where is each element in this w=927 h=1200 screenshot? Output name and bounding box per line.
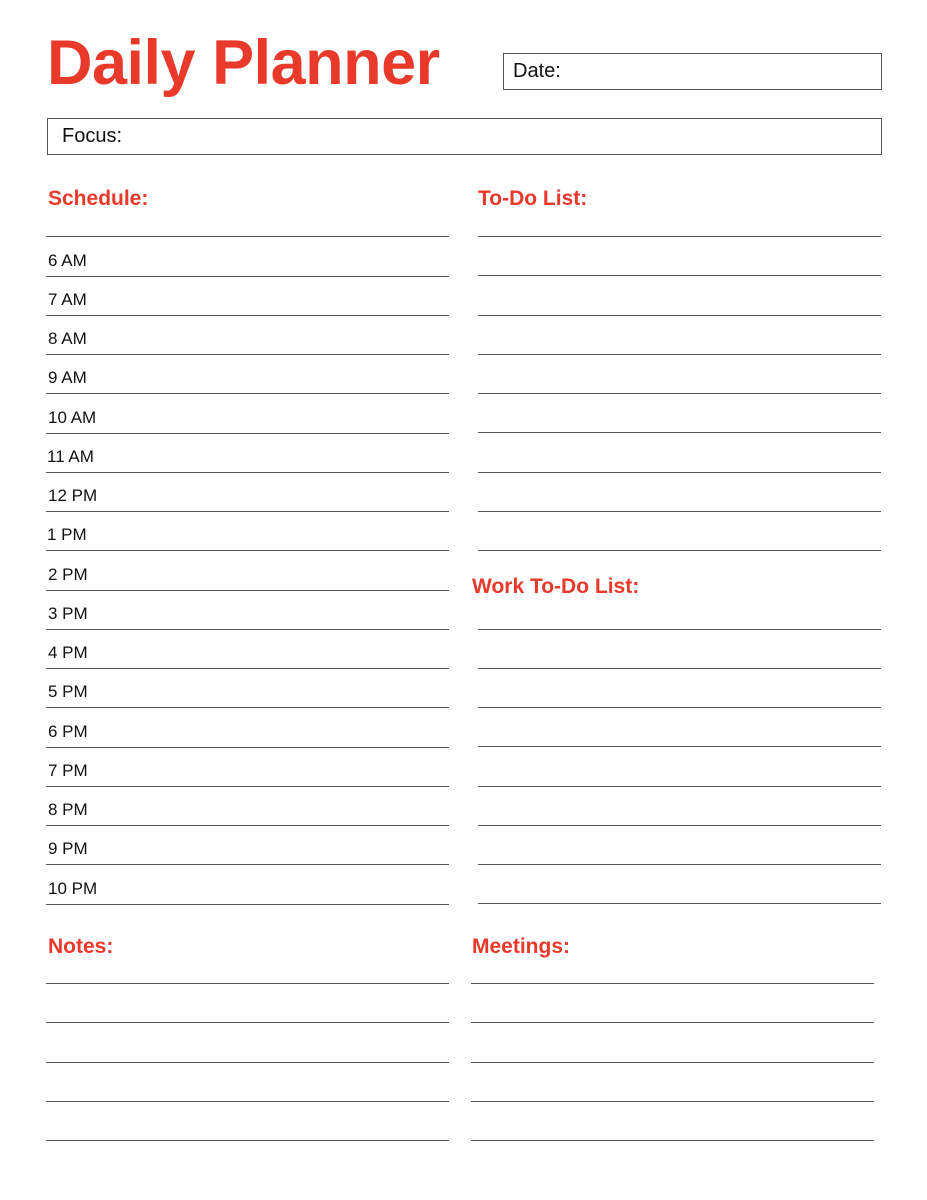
meetings-line[interactable] bbox=[471, 1062, 874, 1063]
schedule-line[interactable] bbox=[46, 864, 449, 865]
work-todo-title: Work To-Do List: bbox=[472, 575, 640, 598]
meetings-line[interactable] bbox=[471, 1022, 874, 1023]
schedule-line[interactable] bbox=[46, 590, 449, 591]
schedule-time-label: 5 PM bbox=[48, 682, 88, 702]
schedule-time-label: 10 AM bbox=[48, 407, 97, 427]
schedule-line[interactable] bbox=[46, 707, 449, 708]
meetings-line[interactable] bbox=[471, 983, 874, 984]
schedule-time-label: 12 PM bbox=[48, 486, 98, 505]
schedule-header-line[interactable] bbox=[46, 236, 449, 237]
todo-line[interactable] bbox=[478, 393, 881, 394]
schedule-time-label: 9 PM bbox=[48, 839, 88, 859]
work-todo-line[interactable] bbox=[478, 668, 881, 669]
notes-line[interactable] bbox=[46, 983, 449, 984]
schedule-line[interactable] bbox=[46, 511, 449, 512]
notes-line[interactable] bbox=[46, 1101, 449, 1102]
schedule-line[interactable] bbox=[46, 550, 449, 551]
date-field[interactable] bbox=[503, 53, 882, 90]
schedule-time-label: 3 PM bbox=[48, 603, 88, 623]
schedule-time-label: 1 PM bbox=[47, 525, 87, 545]
todo-title: To-Do List: bbox=[478, 187, 588, 210]
schedule-time-label: 4 PM bbox=[48, 643, 88, 662]
work-todo-line[interactable] bbox=[478, 746, 881, 747]
schedule-line[interactable] bbox=[46, 747, 449, 748]
work-todo-line[interactable] bbox=[478, 786, 881, 787]
todo-line[interactable] bbox=[478, 354, 881, 355]
focus-label: Focus: bbox=[62, 125, 123, 147]
schedule-line[interactable] bbox=[46, 825, 449, 826]
work-todo-line[interactable] bbox=[478, 864, 881, 865]
todo-line[interactable] bbox=[478, 472, 881, 473]
notes-title: Notes: bbox=[48, 935, 114, 958]
work-todo-line[interactable] bbox=[478, 903, 881, 904]
todo-line[interactable] bbox=[478, 275, 881, 276]
schedule-time-label: 11 AM bbox=[47, 446, 94, 466]
schedule-time-label: 8 PM bbox=[48, 800, 88, 819]
work-todo-line[interactable] bbox=[478, 707, 881, 708]
todo-line[interactable] bbox=[478, 550, 881, 551]
schedule-line[interactable] bbox=[46, 354, 449, 355]
meetings-line[interactable] bbox=[471, 1140, 874, 1141]
todo-line[interactable] bbox=[478, 511, 881, 512]
schedule-line[interactable] bbox=[46, 786, 449, 787]
focus-field[interactable] bbox=[47, 118, 882, 155]
schedule-time-label: 6 PM bbox=[48, 721, 88, 741]
schedule-time-label: 8 AM bbox=[48, 329, 87, 348]
notes-line[interactable] bbox=[46, 1140, 449, 1141]
notes-line[interactable] bbox=[46, 1062, 449, 1063]
schedule-line[interactable] bbox=[46, 668, 449, 669]
schedule-line[interactable] bbox=[46, 393, 449, 394]
date-label: Date: bbox=[513, 60, 561, 82]
schedule-line[interactable] bbox=[46, 276, 449, 277]
schedule-line[interactable] bbox=[46, 315, 449, 316]
schedule-line[interactable] bbox=[46, 629, 449, 630]
schedule-time-label: 2 PM bbox=[48, 564, 88, 584]
schedule-title: Schedule: bbox=[48, 187, 149, 210]
page-title: Daily Planner bbox=[47, 28, 440, 98]
todo-line[interactable] bbox=[478, 315, 881, 316]
schedule-time-label: 6 AM bbox=[48, 250, 87, 270]
schedule-line[interactable] bbox=[46, 472, 449, 473]
schedule-time-label: 9 AM bbox=[48, 368, 87, 388]
schedule-time-label: 7 AM bbox=[48, 289, 87, 309]
meetings-title: Meetings: bbox=[472, 935, 571, 958]
schedule-time-label: 7 PM bbox=[48, 760, 88, 780]
schedule-time-label: 10 PM bbox=[48, 878, 98, 898]
work-todo-line[interactable] bbox=[478, 629, 881, 630]
work-todo-line[interactable] bbox=[478, 825, 881, 826]
todo-line[interactable] bbox=[478, 236, 881, 237]
meetings-line[interactable] bbox=[471, 1101, 874, 1102]
schedule-line[interactable] bbox=[46, 433, 449, 434]
schedule-line[interactable] bbox=[46, 904, 449, 905]
todo-line[interactable] bbox=[478, 432, 881, 433]
notes-line[interactable] bbox=[46, 1022, 449, 1023]
